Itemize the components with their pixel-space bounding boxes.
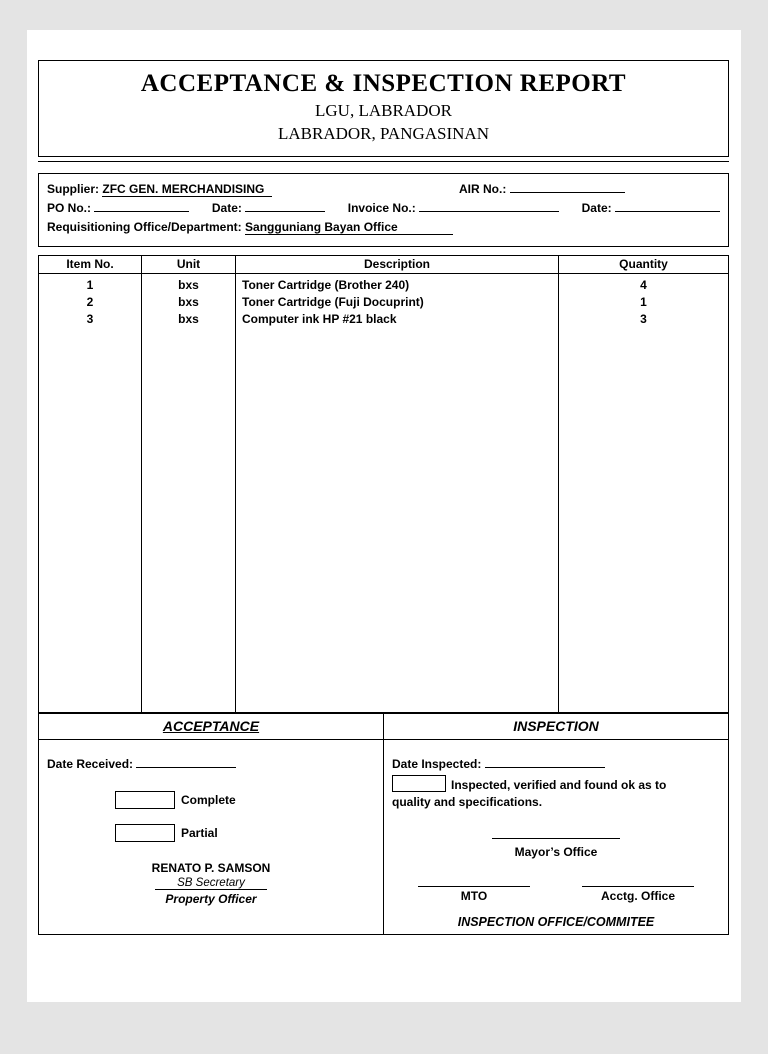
date-inspected-label: Date Inspected: <box>392 756 482 771</box>
header-double-rule <box>38 161 729 162</box>
date-received-label: Date Received: <box>47 756 134 771</box>
table-cell: 3 <box>640 311 647 326</box>
partial-checkbox <box>115 824 175 842</box>
items-table <box>38 255 729 713</box>
signatory-name: RENATO P. SAMSON <box>151 860 271 875</box>
table-cell: Toner Cartridge (Brother 240) <box>242 277 410 292</box>
supplier-row-2 <box>47 199 720 218</box>
section-body-row <box>39 740 728 934</box>
column-item-no <box>39 274 142 712</box>
invoice-no-label: Invoice No.: <box>347 201 416 216</box>
mayors-office-label: Mayor’s Office <box>514 845 598 860</box>
column-quantity <box>559 274 728 712</box>
table-cell: Computer ink HP #21 black <box>242 311 397 326</box>
form-header <box>38 60 729 157</box>
invoice-no-blank <box>419 200 559 212</box>
table-cell: bxs <box>178 311 199 326</box>
requisitioning-office-value: Sangguniang Bayan Office <box>245 220 453 235</box>
items-table-header-row <box>39 256 728 274</box>
signatory-role: Property Officer <box>165 892 257 907</box>
supplier-row-3 <box>47 218 720 237</box>
supplier-row-1 <box>47 180 720 199</box>
supplier-value: ZFC GEN. MERCHANDISING <box>102 182 272 197</box>
acctg-office-label: Acctg. Office <box>600 888 675 903</box>
mayors-office-block <box>392 827 720 861</box>
table-cell: 4 <box>640 277 647 292</box>
invoice-date-label: Date: <box>581 201 612 216</box>
acctg-office-blank <box>582 875 694 887</box>
signatory-title: SB Secretary <box>47 876 375 892</box>
inspection-committee-label: INSPECTION OFFICE/COMMITEE <box>457 914 655 929</box>
inspection-header: INSPECTION <box>513 718 599 735</box>
document-page <box>27 30 741 1002</box>
column-description <box>236 274 559 712</box>
date-inspected-blank <box>485 756 605 768</box>
table-cell: 1 <box>640 294 647 309</box>
air-no-label: AIR No.: <box>459 182 507 196</box>
date-received-blank <box>136 756 236 768</box>
air-no-blank <box>510 181 625 193</box>
section-header-row <box>39 714 728 740</box>
complete-checkbox <box>115 791 175 809</box>
complete-option <box>115 791 375 809</box>
po-date-blank <box>245 200 325 212</box>
inspection-panel <box>384 740 728 934</box>
table-cell: 1 <box>86 277 94 292</box>
document-viewer-canvas <box>0 30 768 1054</box>
table-cell: 3 <box>86 311 94 326</box>
subtitle-lgu: LGU, LABRADOR <box>315 101 452 120</box>
acceptance-panel <box>39 740 384 934</box>
acceptance-signature-block <box>47 860 375 908</box>
mayors-office-blank <box>492 827 620 839</box>
mto-label: MTO <box>460 888 488 903</box>
acceptance-inspection-section <box>38 713 729 935</box>
po-no-label: PO No.: <box>47 201 91 216</box>
col-header-quantity: Quantity <box>619 256 668 271</box>
column-unit <box>142 274 236 712</box>
acceptance-header: ACCEPTANCE <box>39 714 384 739</box>
po-date-label: Date: <box>211 201 242 216</box>
invoice-date-blank <box>615 200 720 212</box>
partial-option <box>115 824 375 842</box>
mto-blank <box>418 875 530 887</box>
col-header-unit: Unit <box>142 256 236 273</box>
partial-label: Partial <box>181 825 218 840</box>
table-cell: bxs <box>178 294 199 309</box>
page-title: ACCEPTANCE & INSPECTION REPORT <box>140 70 627 97</box>
col-header-description: Description <box>236 256 559 273</box>
inspected-statement: Inspected, verified and found ok as to quality and specifications. <box>392 775 697 812</box>
col-header-item-no: Item No. <box>39 256 142 273</box>
air-form <box>38 60 729 935</box>
po-no-blank <box>94 200 189 212</box>
items-table-body <box>39 274 728 712</box>
supplier-label: Supplier: <box>47 182 100 196</box>
table-cell: Toner Cartridge (Fuji Docuprint) <box>242 294 424 309</box>
requisitioning-office-label: Requisitioning Office/Department: <box>47 220 242 235</box>
subtitle-location: LABRADOR, PANGASINAN <box>278 124 489 143</box>
table-cell: 2 <box>86 294 94 309</box>
inspected-checkbox <box>392 775 446 792</box>
table-cell: bxs <box>178 277 199 292</box>
signature-lines <box>392 875 720 887</box>
complete-label: Complete <box>181 792 236 807</box>
signature-labels <box>392 889 720 903</box>
supplier-section <box>38 173 729 247</box>
